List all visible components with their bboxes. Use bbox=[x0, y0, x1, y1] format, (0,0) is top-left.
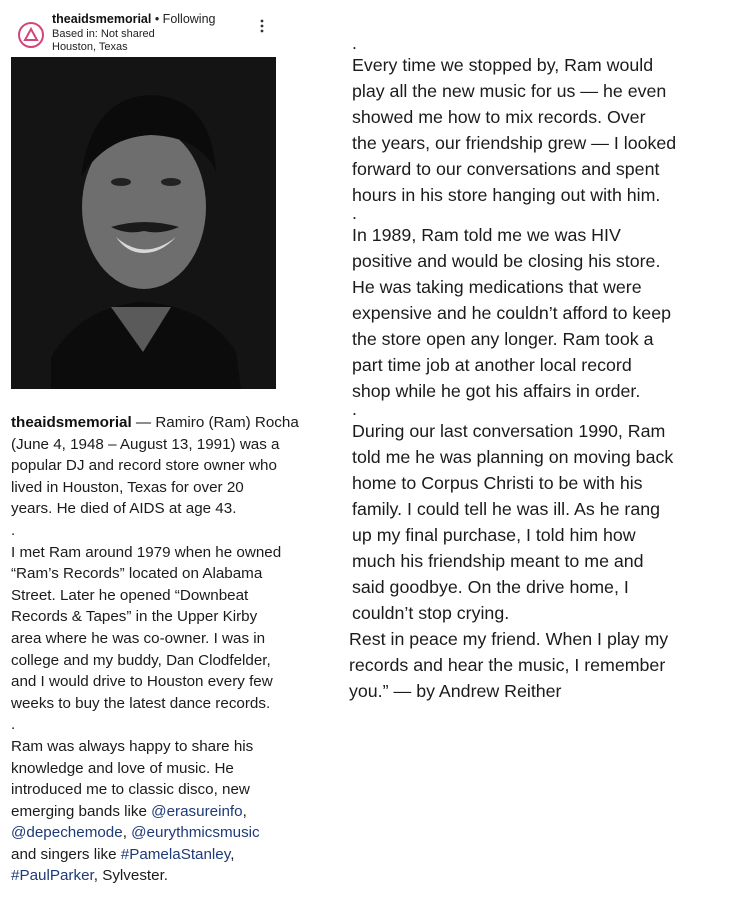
hashtag-paulparker[interactable]: #PaulParker bbox=[11, 867, 94, 885]
caption-line bbox=[11, 822, 327, 844]
caption-line: knowledge and love of music. He bbox=[11, 759, 234, 777]
caption-line: home to Corpus Christi to be with his bbox=[352, 473, 643, 493]
caption-line: Ram was always happy to share his bbox=[11, 737, 254, 755]
caption-line: years. He died of AIDS at age 43. bbox=[11, 500, 237, 518]
closing-line: you.” — by Andrew Reither bbox=[349, 681, 562, 701]
caption-line: expensive and he couldn’t afford to keep bbox=[352, 303, 671, 323]
caption-line: up my final purchase, I told him how bbox=[352, 525, 636, 545]
caption-line bbox=[11, 865, 327, 887]
caption-line: During our last conversation 1990, Ram bbox=[352, 421, 666, 441]
caption-dot: . bbox=[352, 203, 357, 223]
closing-line: records and hear the music, I remember bbox=[349, 655, 666, 675]
caption-line: Every time we stopped by, Ram would bbox=[352, 55, 654, 75]
caption-punct: , bbox=[122, 824, 132, 842]
caption-left-column bbox=[11, 412, 327, 887]
caption-line: couldn’t stop crying. bbox=[352, 603, 510, 623]
caption-line bbox=[11, 412, 327, 434]
caption-punct: , bbox=[230, 845, 235, 863]
more-options-icon[interactable] bbox=[258, 18, 266, 34]
caption-line: (June 4, 1948 – August 13, 1991) was a bbox=[11, 435, 280, 453]
caption-line: play all the new music for us — he even bbox=[352, 81, 667, 101]
caption-dot: . bbox=[352, 33, 357, 53]
caption-line: lived in Houston, Texas for over 20 bbox=[11, 478, 244, 496]
caption-line: showed me how to mix records. Over bbox=[352, 107, 646, 127]
caption-dot: . bbox=[11, 716, 16, 734]
caption-text: , Sylvester. bbox=[93, 867, 169, 885]
mention-eurythmicsmusic[interactable]: @eurythmicsmusic bbox=[131, 824, 260, 842]
caption-line: part time job at another local record bbox=[352, 355, 632, 375]
caption-author[interactable]: theaidsmemorial bbox=[11, 414, 132, 431]
caption-dot: . bbox=[11, 521, 16, 539]
caption-line: Street. Later he opened “Downbeat bbox=[11, 586, 249, 604]
caption-line: positive and would be closing his store. bbox=[352, 251, 661, 271]
caption-right-column bbox=[349, 33, 732, 704]
caption-line: much his friendship meant to me and bbox=[352, 551, 644, 571]
caption-punct: , bbox=[242, 802, 247, 820]
location-line-2[interactable]: Houston, Texas bbox=[52, 41, 128, 53]
caption-dot: . bbox=[352, 399, 357, 419]
caption-line: “Ram’s Records” located on Alabama bbox=[11, 565, 263, 583]
caption-line: shop while he got his affairs in order. bbox=[352, 381, 641, 401]
post-username[interactable] bbox=[52, 12, 215, 26]
caption-line: introduced me to classic disco, new bbox=[11, 781, 250, 799]
hashtag-pamelastanley[interactable]: #PamelaStanley bbox=[120, 845, 231, 863]
portrait-illustration bbox=[11, 57, 276, 389]
portrait-photo bbox=[11, 57, 276, 389]
caption-line: the years, our friendship grew — I looked bbox=[352, 133, 677, 153]
caption-line: and I would drive to Houston every few bbox=[11, 673, 273, 691]
caption-line: family. I could tell he was ill. As he rang bbox=[352, 499, 661, 519]
username-text[interactable]: theaidsmemorial bbox=[52, 12, 152, 26]
caption-text: emerging bands like bbox=[11, 802, 152, 820]
caption-text: — Ramiro (Ram) Rocha bbox=[131, 414, 299, 431]
caption-line: forward to our conversations and spent bbox=[352, 159, 660, 179]
caption-line: told me he was planning on moving back bbox=[352, 447, 674, 467]
caption-line: said goodbye. On the drive home, I bbox=[352, 577, 629, 597]
closing-line: Rest in peace my friend. When I play my bbox=[349, 629, 669, 649]
profile-avatar[interactable] bbox=[18, 22, 44, 48]
caption-line: popular DJ and record store owner who bbox=[11, 457, 277, 475]
post-header bbox=[14, 8, 272, 58]
location-line-1[interactable]: Based in: Not shared bbox=[52, 28, 155, 40]
caption-line: hours in his store hanging out with him. bbox=[352, 185, 661, 205]
caption-line bbox=[11, 801, 327, 823]
caption-line: college and my buddy, Dan Clodfelder, bbox=[11, 651, 271, 669]
caption-line: Records & Tapes” in the Upper Kirby bbox=[11, 608, 258, 626]
aids-memorial-logo-icon bbox=[23, 27, 39, 43]
caption-line: weeks to buy the latest dance records. bbox=[11, 694, 271, 712]
caption-line: I met Ram around 1979 when he owned bbox=[11, 543, 282, 561]
caption-line bbox=[11, 844, 327, 866]
caption-text: and singers like bbox=[11, 845, 121, 863]
mention-depechemode[interactable]: @depechemode bbox=[11, 824, 123, 842]
mention-erasureinfo[interactable]: @erasureinfo bbox=[151, 802, 243, 820]
caption-line: He was taking medications that were bbox=[352, 277, 642, 297]
caption-line: In 1989, Ram told me we was HIV bbox=[352, 225, 621, 245]
caption-line: area where he was co-owner. I was in bbox=[11, 629, 266, 647]
follow-status[interactable]: • Following bbox=[154, 12, 216, 26]
caption-line: the store open any longer. Ram took a bbox=[352, 329, 654, 349]
